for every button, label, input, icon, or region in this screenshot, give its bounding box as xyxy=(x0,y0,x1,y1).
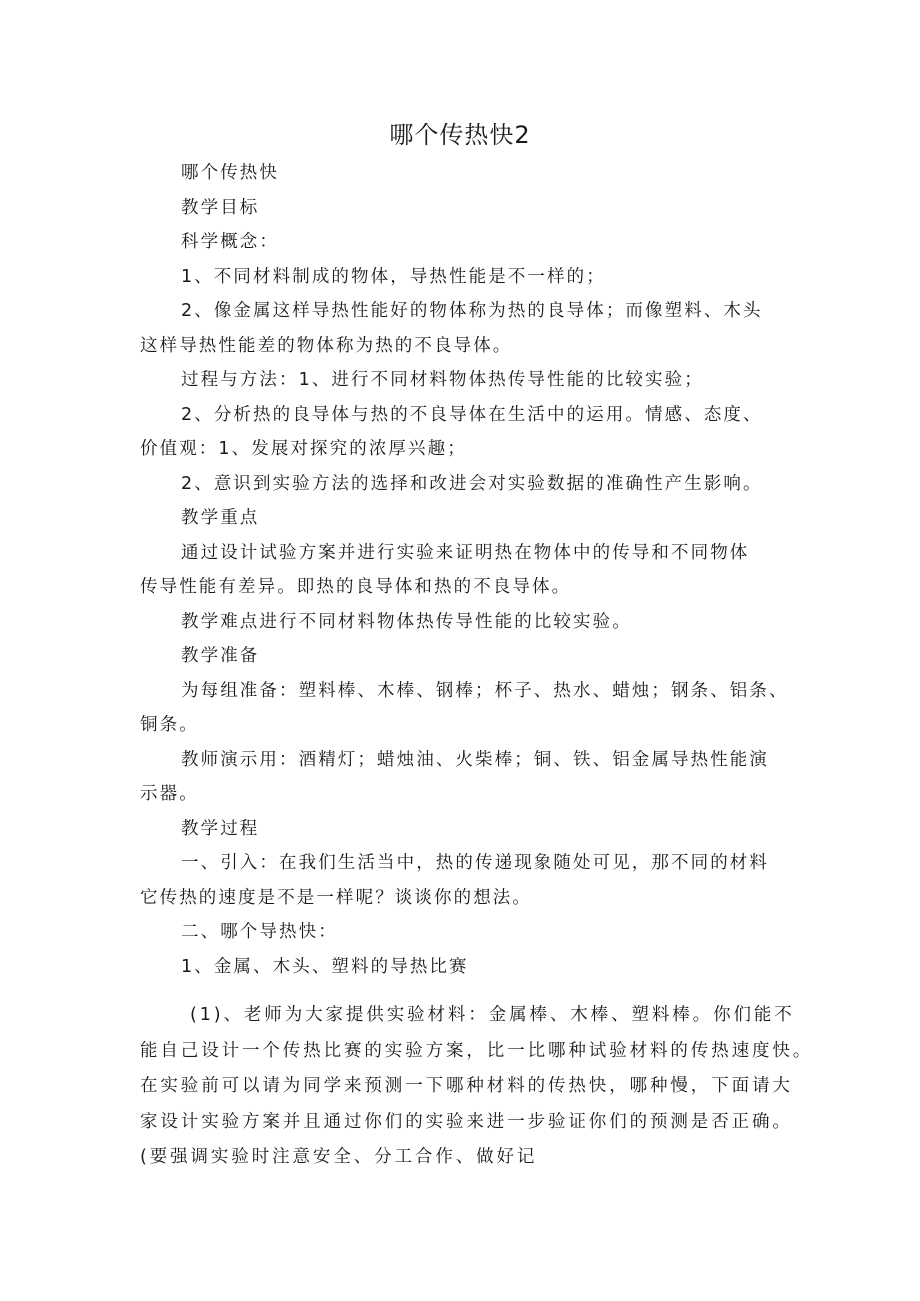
values-item-2: 2、意识到实验方法的选择和改进会对实验数据的准确性产生影响。 xyxy=(181,473,763,494)
key-points-text: 通过设计试验方案并进行实验来证明热在物体中的传导和不同物体 xyxy=(181,542,750,563)
document-title: 哪个传热快2 xyxy=(389,121,531,149)
section-heading-process: 教学过程 xyxy=(181,818,260,839)
concept-item-2-cont: 这样导热性能差的物体称为热的不良导体。 xyxy=(140,335,513,356)
intro-text: 一、引入：在我们生活当中，热的传递现象随处可见，那不同的材料 xyxy=(181,853,769,873)
group-materials-text-cont: 铜条。 xyxy=(140,715,199,735)
process-method-item-2: 2、分析热的良导体与热的不良导体在生活中的运用。情感、态度、 xyxy=(181,404,763,425)
experiment-paragraph-line-2: 能自己设计一个传热比赛的实验方案，比一比哪种试验材料的传热速度快。 xyxy=(140,1040,814,1061)
experiment-paragraph-line-3: 在实验前可以请为同学来预测一下哪种材料的传热快，哪种慢，下面请大 xyxy=(140,1076,793,1096)
concept-item-2: 2、像金属这样导热性能好的物体称为热的良导体；而像塑料、木头 xyxy=(181,301,763,321)
key-points-text-cont: 传导性能有差异。即热的良导体和热的不良导体。 xyxy=(140,577,572,597)
process-method-line: 过程与方法：1、进行不同材料物体热传导性能的比较实验； xyxy=(181,370,704,390)
concept-item-1: 1、不同材料制成的物体，导热性能是不一样的； xyxy=(181,266,606,287)
teacher-demo-text-cont: 示器。 xyxy=(140,784,199,804)
teacher-demo-text: 教师演示用：酒精灯；蜡烛油、火柴棒；铜、铁、铝金属导热性能演 xyxy=(181,749,769,770)
experiment-paragraph-line-4: 家设计实验方案并且通过你们的实验来进一步验证你们的预测是否正确。 xyxy=(140,1111,793,1132)
intro-text-cont: 它传热的速度是不是一样呢？谈谈你的想法。 xyxy=(140,887,532,908)
document-body xyxy=(140,156,814,1176)
difficult-points-text: 教学难点进行不同材料物体热传导性能的比较实验。 xyxy=(181,611,632,632)
section-heading-preparation: 教学准备 xyxy=(181,646,260,666)
step-two-item-1: 1、金属、木头、塑料的导热比赛 xyxy=(181,956,469,977)
step-two-heading: 二、哪个导热快： xyxy=(181,922,338,942)
section-heading-objectives: 教学目标 xyxy=(181,197,260,218)
group-materials-text: 为每组准备：塑料棒、木棒、钢棒；杯子、热水、蜡烛；钢条、铝条、 xyxy=(181,680,789,701)
subheading-concepts: 科学概念： xyxy=(181,232,279,252)
experiment-paragraph-line-1: (1)、老师为大家提供实验材料：金属棒、木棒、塑料棒。你们能不 xyxy=(190,1005,795,1025)
subtitle-line: 哪个传热快 xyxy=(181,163,279,183)
values-line: 价值观：1、发展对探究的浓厚兴趣； xyxy=(140,439,467,459)
section-heading-key-points: 教学重点 xyxy=(181,508,260,528)
experiment-paragraph-line-5: (要强调实验时注意安全、分工合作、做好记 xyxy=(140,1147,538,1167)
